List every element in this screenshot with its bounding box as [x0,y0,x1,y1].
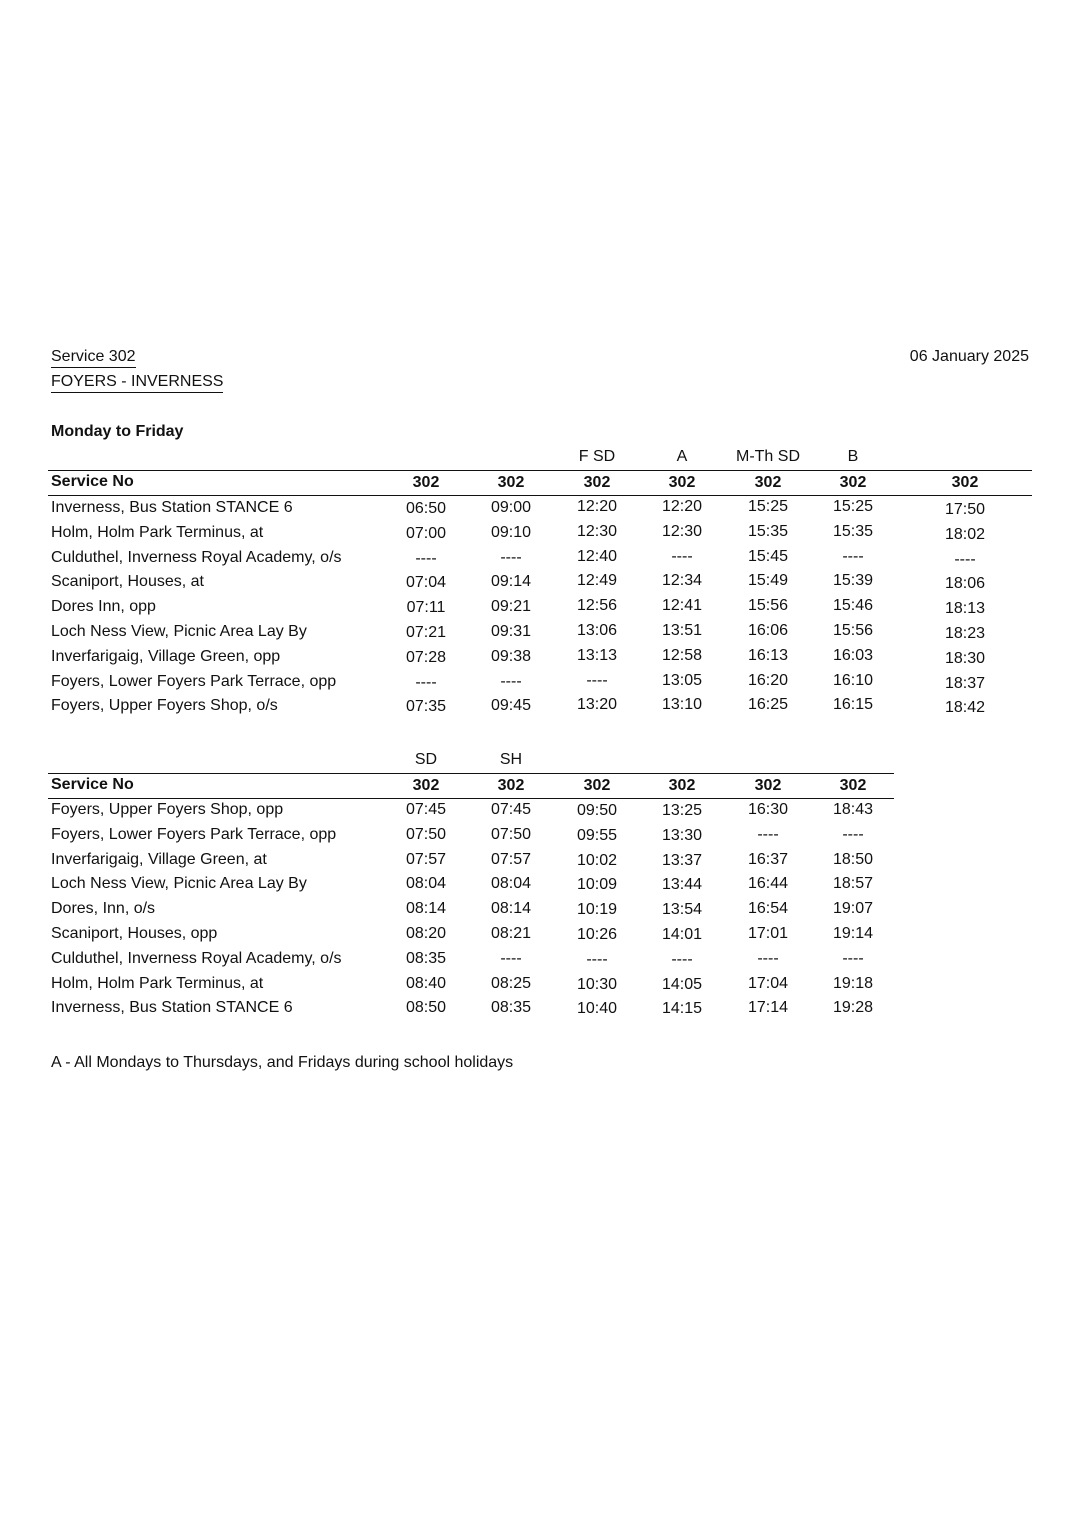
departure-time: 12:58 [661,646,703,664]
departure-time: 18:02 [944,525,986,543]
departure-time: 18:37 [944,674,986,692]
departure-time: 18:13 [944,600,986,618]
column-code: SD [414,751,438,768]
service-number: 302 [754,474,782,491]
departure-time: 08:40 [405,974,447,992]
departure-time: 08:50 [405,999,447,1017]
departure-time: 09:31 [490,623,532,640]
departure-time: 13:54 [661,901,703,919]
departure-time: 08:35 [490,999,532,1017]
departure-time: 12:20 [576,498,618,515]
departure-time: 16:20 [747,671,789,689]
departure-time: ---- [586,950,608,968]
departure-time: 18:06 [944,575,986,593]
departure-time: ---- [671,547,693,565]
stop-name: Foyers, Lower Foyers Park Terrace, opp [51,672,337,690]
departure-time: ---- [757,825,779,843]
departure-time: ---- [842,547,864,565]
departure-time: 07:11 [406,599,446,617]
departure-time: 16:30 [747,801,789,818]
departure-time: 16:54 [747,900,789,918]
departure-time: 08:20 [405,925,447,942]
departure-time: ---- [586,671,608,689]
departure-time: 10:02 [576,851,618,869]
service-number: 302 [668,777,696,794]
departure-time: 17:14 [747,999,789,1017]
departure-time: 15:25 [747,498,789,515]
departure-time: 14:15 [661,1000,703,1018]
departure-time: ---- [671,950,693,968]
departure-time: 15:25 [832,498,874,515]
departure-time: 13:05 [661,671,703,689]
table-rule-top [48,470,1032,471]
stop-name: Foyers, Upper Foyers Shop, opp [51,801,284,818]
departure-time: 12:20 [661,498,703,515]
departure-time: 19:14 [832,925,874,942]
stop-name: Scaniport, Houses, at [51,573,204,591]
stop-name: Holm, Holm Park Terminus, at [51,974,264,992]
service-no-label: Service No [51,776,134,793]
departure-time: 09:50 [576,802,618,819]
day-heading: Monday to Friday [51,423,184,440]
departure-time: 15:56 [832,622,874,639]
departure-time: 12:40 [576,547,618,565]
departure-time: 19:18 [832,974,874,992]
departure-time: 07:57 [405,850,447,868]
departure-time: 08:04 [490,875,532,893]
departure-time: 13:30 [661,826,703,844]
departure-time: 13:25 [661,802,703,819]
service-number: 302 [412,777,440,794]
route-title: FOYERS - INVERNESS [51,373,223,393]
service-number: 302 [839,474,867,491]
service-number: 302 [668,474,696,491]
departure-time: ---- [757,949,779,967]
stop-name: Inverness, Bus Station STANCE 6 [51,499,293,516]
table-rule-top [48,773,894,774]
departure-time: 15:46 [832,597,874,615]
departure-time: 08:14 [490,900,532,918]
departure-time: 16:25 [747,696,789,714]
service-number: 302 [497,777,525,794]
service-number: 302 [583,777,611,794]
stop-name: Inverness, Bus Station STANCE 6 [51,999,293,1017]
departure-time: 15:45 [747,547,789,565]
service-number: 302 [497,474,525,491]
stop-name: Foyers, Upper Foyers Shop, o/s [51,697,278,715]
departure-time: 12:34 [661,572,703,590]
departure-time: 09:38 [490,647,532,665]
departure-time: 13:10 [661,696,703,714]
departure-time: 07:50 [490,825,532,843]
departure-time: 15:56 [747,597,789,615]
departure-time: 16:44 [747,875,789,893]
departure-time: 10:26 [576,926,618,943]
departure-time: 09:00 [490,499,532,516]
column-code: M-Th SD [736,448,800,465]
service-number: 302 [839,777,867,794]
departure-time: 12:49 [576,572,618,590]
departure-time: 12:30 [576,522,618,540]
service-number: 302 [412,474,440,491]
service-number: 302 [583,474,611,491]
departure-time: 13:06 [576,622,618,639]
departure-time: 15:35 [832,522,874,540]
departure-time: 10:30 [576,975,618,993]
departure-time: 18:23 [944,625,986,642]
departure-time: 10:19 [576,901,618,919]
departure-time: 08:21 [490,925,532,942]
departure-time: 09:10 [490,523,532,541]
departure-time: 07:35 [405,698,447,716]
departure-time: 19:28 [832,999,874,1017]
departure-time: 16:13 [747,646,789,664]
timetable-date: 06 January 2025 [909,348,1029,365]
departure-time: 18:57 [832,875,874,893]
departure-time: 07:28 [405,648,447,666]
stop-name: Loch Ness View, Picnic Area Lay By [51,623,307,640]
stop-name: Inverfarigaig, Village Green, opp [51,647,281,665]
departure-time: 16:15 [832,696,874,714]
column-code: B [847,448,859,465]
departure-time: 08:04 [405,875,447,893]
departure-time: 15:39 [832,572,874,590]
stop-name: Holm, Holm Park Terminus, at [51,523,264,541]
service-number: 302 [951,474,979,491]
departure-time: 09:21 [490,598,532,616]
departure-time: 07:57 [490,850,532,868]
table-rule-header [48,495,1032,496]
departure-time: 09:45 [490,697,532,715]
departure-time: ---- [842,825,864,843]
departure-time: 12:41 [661,597,703,615]
service-no-label: Service No [51,473,134,490]
stop-name: Culduthel, Inverness Royal Academy, o/s [51,949,342,967]
departure-time: 06:50 [405,500,447,517]
departure-time: 08:14 [405,900,447,918]
stop-name: Loch Ness View, Picnic Area Lay By [51,875,307,893]
column-code: A [676,448,688,465]
stop-name: Dores Inn, opp [51,598,156,616]
service-number: 302 [754,777,782,794]
departure-time: 13:51 [661,622,703,639]
departure-time: 09:55 [576,826,618,844]
departure-time: 18:42 [944,699,986,717]
departure-time: 13:13 [576,646,618,664]
departure-time: 18:43 [832,801,874,818]
departure-time: 12:30 [661,522,703,540]
departure-time: 07:04 [405,574,447,592]
departure-time: 15:35 [747,522,789,540]
departure-time: 14:01 [661,926,703,943]
departure-time: 13:20 [576,696,618,714]
departure-time: 16:06 [747,622,789,639]
column-code: SH [499,751,523,768]
departure-time: 08:25 [490,974,532,992]
departure-time: 13:37 [661,851,703,869]
stop-name: Culduthel, Inverness Royal Academy, o/s [51,548,342,566]
departure-time: 16:03 [832,646,874,664]
departure-time: 17:01 [747,925,789,942]
departure-time: ---- [500,548,522,566]
departure-time: 07:00 [405,524,447,542]
column-code: F SD [578,448,616,465]
departure-time: 19:07 [832,900,874,918]
service-title: Service 302 [51,348,136,368]
departure-time: 12:56 [576,597,618,615]
stop-name: Foyers, Lower Foyers Park Terrace, opp [51,825,337,843]
footnote: A - All Mondays to Thursdays, and Fridays during school holidays [51,1054,514,1071]
table-rule-header [48,798,894,799]
departure-time: 18:50 [832,850,874,868]
departure-time: ---- [415,549,437,567]
departure-time: ---- [500,949,522,967]
departure-time: 13:44 [661,876,703,894]
departure-time: ---- [500,672,522,690]
departure-time: ---- [415,673,437,691]
departure-time: 09:14 [490,573,532,591]
departure-time: 10:40 [576,1000,618,1018]
departure-time: 07:45 [405,801,447,818]
departure-time: 16:10 [832,671,874,689]
departure-time: 07:50 [405,825,447,843]
departure-time: ---- [954,550,976,568]
departure-time: 16:37 [747,850,789,868]
departure-time: 14:05 [661,975,703,993]
stop-name: Dores, Inn, o/s [51,900,156,918]
departure-time: 18:30 [944,649,986,667]
departure-time: 17:50 [944,501,986,518]
departure-time: 10:09 [576,876,618,894]
stop-name: Inverfarigaig, Village Green, at [51,850,267,868]
stop-name: Scaniport, Houses, opp [51,925,218,942]
departure-time: 07:45 [490,801,532,818]
departure-time: ---- [842,949,864,967]
departure-time: 08:35 [405,949,447,967]
departure-time: 07:21 [405,624,447,641]
departure-time: 15:49 [747,572,789,590]
departure-time: 17:04 [747,974,789,992]
